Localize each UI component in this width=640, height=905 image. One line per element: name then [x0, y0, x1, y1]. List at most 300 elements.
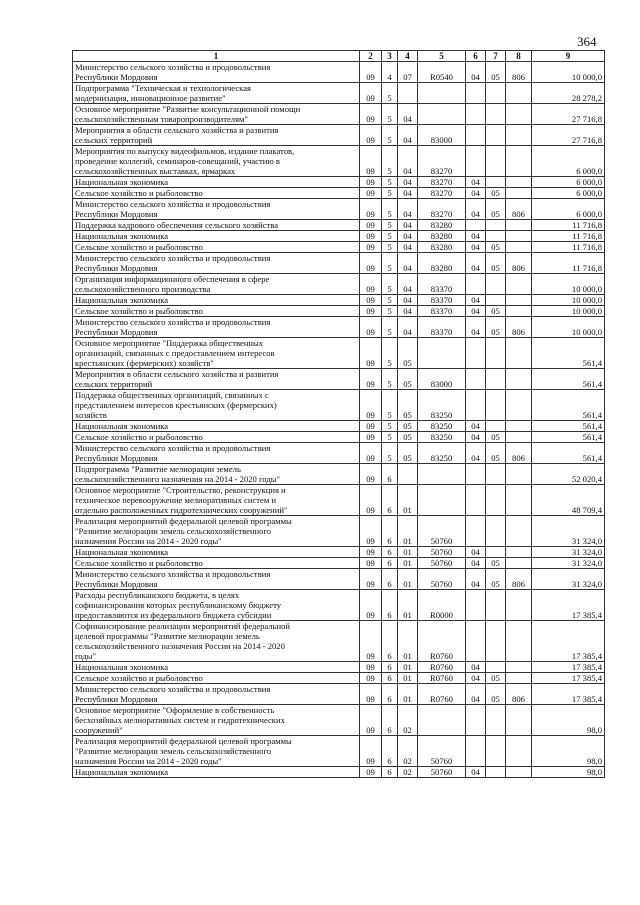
code-col-8	[506, 274, 532, 295]
code-col-7	[486, 621, 506, 662]
code-col-6: 04	[466, 188, 486, 199]
code-col-4: 01	[398, 590, 418, 621]
table-row	[73, 220, 605, 231]
column-header: 6	[466, 51, 486, 62]
column-header: 3	[382, 51, 398, 62]
code-col-4: 04	[398, 274, 418, 295]
table-row	[73, 485, 605, 516]
code-col-7	[486, 338, 506, 369]
code-col-6	[466, 220, 486, 231]
code-col-2: 09	[360, 432, 382, 443]
code-col-8	[506, 464, 532, 485]
table-row	[73, 317, 605, 338]
row-name: Министерство сельского хозяйства и продовольствия Республики Мордовия	[73, 253, 360, 274]
column-header: 2	[360, 51, 382, 62]
table-row	[73, 146, 605, 177]
row-name: Мероприятия по выпуску видеофильмов, издание плакатов, проведение коллегий, семинаров-совещаний, участию в сельскохозяйственных выставках, ярмарках	[73, 146, 360, 177]
code-col-8	[506, 231, 532, 242]
code-col-8: 806	[506, 317, 532, 338]
code-col-2: 09	[360, 569, 382, 590]
table-row	[73, 338, 605, 369]
code-col-6: 04	[466, 662, 486, 673]
code-col-6	[466, 390, 486, 421]
amount-cell: 10 000,0	[532, 62, 605, 83]
code-col-2: 09	[360, 736, 382, 767]
code-col-7	[486, 736, 506, 767]
code-col-7	[486, 83, 506, 104]
code-col-7	[486, 125, 506, 146]
table-row	[73, 558, 605, 569]
code-col-5: 83280	[418, 231, 466, 242]
code-col-7	[486, 146, 506, 177]
row-name: Мероприятия в области сельского хозяйства и развития сельских территорий	[73, 125, 360, 146]
code-col-2: 09	[360, 516, 382, 547]
code-col-5	[418, 338, 466, 369]
table-row	[73, 464, 605, 485]
code-col-3: 6	[382, 464, 398, 485]
amount-cell: 17 385,4	[532, 590, 605, 621]
row-name: Национальная экономика	[73, 662, 360, 673]
table-row	[73, 516, 605, 547]
code-col-8	[506, 705, 532, 736]
code-col-8	[506, 485, 532, 516]
row-name: Реализация мероприятий федеральной целевой программы "Развитие мелиорации земель сельскохозяйственного назначения России на 2014 - 2020 годы"	[73, 516, 360, 547]
code-col-3: 5	[382, 188, 398, 199]
code-col-6	[466, 369, 486, 390]
amount-cell: 6 000,0	[532, 146, 605, 177]
code-col-7: 05	[486, 188, 506, 199]
code-col-6	[466, 485, 486, 516]
code-col-6: 04	[466, 242, 486, 253]
code-col-2: 09	[360, 464, 382, 485]
code-col-8	[506, 295, 532, 306]
code-col-5: 83280	[418, 242, 466, 253]
code-col-6: 04	[466, 547, 486, 558]
code-col-2: 09	[360, 558, 382, 569]
code-col-6: 04	[466, 443, 486, 464]
column-header: 5	[418, 51, 466, 62]
table-row	[73, 621, 605, 662]
code-col-4: 04	[398, 306, 418, 317]
code-col-6: 04	[466, 253, 486, 274]
code-col-5: 83000	[418, 369, 466, 390]
row-name: Реализация мероприятий федеральной целевой программы "Развитие мелиорации земель сельскохозяйственного назначения России на 2014 - 2020 годы"	[73, 736, 360, 767]
code-col-2: 09	[360, 590, 382, 621]
code-col-2: 09	[360, 231, 382, 242]
table-row	[73, 673, 605, 684]
code-col-8	[506, 220, 532, 231]
code-col-7	[486, 485, 506, 516]
row-name: Национальная экономика	[73, 295, 360, 306]
code-col-4: 05	[398, 338, 418, 369]
code-col-3: 6	[382, 485, 398, 516]
code-col-8	[506, 306, 532, 317]
table-row	[73, 253, 605, 274]
code-col-6	[466, 274, 486, 295]
code-col-5: 83270	[418, 177, 466, 188]
table-row	[73, 705, 605, 736]
code-col-2: 09	[360, 662, 382, 673]
amount-cell: 6 000,0	[532, 177, 605, 188]
code-col-2: 09	[360, 104, 382, 125]
code-col-5: R0760	[418, 684, 466, 705]
table-row	[73, 369, 605, 390]
code-col-3: 4	[382, 62, 398, 83]
table-row	[73, 188, 605, 199]
code-col-3: 5	[382, 104, 398, 125]
code-col-4: 05	[398, 432, 418, 443]
code-col-4: 04	[398, 188, 418, 199]
code-col-7	[486, 767, 506, 778]
code-col-2: 09	[360, 317, 382, 338]
code-col-8	[506, 242, 532, 253]
code-col-7: 05	[486, 62, 506, 83]
code-col-7	[486, 295, 506, 306]
row-name: Министерство сельского хозяйства и продовольствия Республики Мордовия	[73, 684, 360, 705]
code-col-2: 09	[360, 274, 382, 295]
amount-cell: 11 716,8	[532, 220, 605, 231]
code-col-5: 83000	[418, 125, 466, 146]
amount-cell: 561,4	[532, 421, 605, 432]
amount-cell: 561,4	[532, 369, 605, 390]
amount-cell: 52 020,4	[532, 464, 605, 485]
code-col-2: 09	[360, 177, 382, 188]
code-col-6: 04	[466, 62, 486, 83]
code-col-4: 01	[398, 516, 418, 547]
amount-cell: 6 000,0	[532, 199, 605, 220]
code-col-3: 5	[382, 83, 398, 104]
code-col-4	[398, 83, 418, 104]
code-col-3: 6	[382, 736, 398, 767]
code-col-2: 09	[360, 146, 382, 177]
code-col-4: 04	[398, 253, 418, 274]
amount-cell: 31 324,0	[532, 569, 605, 590]
code-col-5: 83280	[418, 253, 466, 274]
row-name: Национальная экономика	[73, 231, 360, 242]
code-col-3: 6	[382, 684, 398, 705]
amount-cell: 10 000,0	[532, 317, 605, 338]
table-row	[73, 125, 605, 146]
code-col-5: 50760	[418, 569, 466, 590]
code-col-5: 50760	[418, 558, 466, 569]
code-col-5	[418, 464, 466, 485]
code-col-3: 5	[382, 177, 398, 188]
code-col-6: 04	[466, 432, 486, 443]
row-name: Национальная экономика	[73, 177, 360, 188]
code-col-4: 04	[398, 199, 418, 220]
code-col-8	[506, 177, 532, 188]
amount-cell: 27 716,8	[532, 125, 605, 146]
code-col-5: 50760	[418, 767, 466, 778]
code-col-6	[466, 736, 486, 767]
row-name: Основное мероприятие "Оформление в собственность бесхозяйных мелиоративных систем и гидротехнических сооружений"	[73, 705, 360, 736]
code-col-8	[506, 104, 532, 125]
code-col-4: 05	[398, 390, 418, 421]
code-col-7	[486, 705, 506, 736]
row-name: Сельское хозяйство и рыболовство	[73, 673, 360, 684]
code-col-8	[506, 547, 532, 558]
code-col-7	[486, 516, 506, 547]
table-row	[73, 104, 605, 125]
code-col-3: 5	[382, 432, 398, 443]
code-col-2: 09	[360, 242, 382, 253]
code-col-2: 09	[360, 125, 382, 146]
code-col-5	[418, 705, 466, 736]
code-col-5: 83250	[418, 443, 466, 464]
code-col-2: 09	[360, 443, 382, 464]
code-col-5: 83370	[418, 317, 466, 338]
code-col-8	[506, 125, 532, 146]
code-col-8	[506, 83, 532, 104]
code-col-2: 09	[360, 199, 382, 220]
amount-cell: 31 324,0	[532, 547, 605, 558]
code-col-4: 01	[398, 547, 418, 558]
code-col-4: 04	[398, 242, 418, 253]
code-col-6: 04	[466, 767, 486, 778]
code-col-8: 806	[506, 199, 532, 220]
amount-cell: 10 000,0	[532, 306, 605, 317]
table-row	[73, 83, 605, 104]
code-col-5: R0760	[418, 673, 466, 684]
code-col-5: R0760	[418, 621, 466, 662]
column-header: 4	[398, 51, 418, 62]
code-col-6: 04	[466, 421, 486, 432]
code-col-3: 5	[382, 199, 398, 220]
code-col-6: 04	[466, 317, 486, 338]
row-name: Подпрограмма "Развитие мелиорации земель сельскохозяйственного назначения на 2014 - 2020 годы"	[73, 464, 360, 485]
code-col-5: 83270	[418, 199, 466, 220]
code-col-2: 09	[360, 684, 382, 705]
amount-cell: 11 716,8	[532, 242, 605, 253]
amount-cell: 17 385,4	[532, 673, 605, 684]
table-row	[73, 767, 605, 778]
code-col-4: 05	[398, 421, 418, 432]
row-name: Министерство сельского хозяйства и продовольствия Республики Мордовия	[73, 443, 360, 464]
code-col-5: 83370	[418, 306, 466, 317]
amount-cell: 28 278,2	[532, 83, 605, 104]
row-name: Сельское хозяйство и рыболовство	[73, 188, 360, 199]
code-col-6: 04	[466, 306, 486, 317]
code-col-5: 83250	[418, 421, 466, 432]
table-row	[73, 662, 605, 673]
code-col-3: 5	[382, 295, 398, 306]
table-row	[73, 231, 605, 242]
code-col-6	[466, 464, 486, 485]
code-col-3: 5	[382, 390, 398, 421]
amount-cell: 17 385,4	[532, 621, 605, 662]
amount-cell: 98,0	[532, 705, 605, 736]
amount-cell: 10 000,0	[532, 295, 605, 306]
code-col-7: 05	[486, 443, 506, 464]
code-col-4: 01	[398, 673, 418, 684]
code-col-3: 6	[382, 569, 398, 590]
code-col-5: 50760	[418, 736, 466, 767]
code-col-4: 01	[398, 662, 418, 673]
code-col-5: 83250	[418, 432, 466, 443]
code-col-2: 09	[360, 253, 382, 274]
code-col-8	[506, 432, 532, 443]
code-col-8	[506, 736, 532, 767]
code-col-2: 09	[360, 621, 382, 662]
code-col-3: 6	[382, 673, 398, 684]
table-row	[73, 684, 605, 705]
code-col-8: 806	[506, 443, 532, 464]
code-col-8: 806	[506, 684, 532, 705]
code-col-3: 5	[382, 369, 398, 390]
code-col-7: 05	[486, 673, 506, 684]
table-row	[73, 569, 605, 590]
code-col-6	[466, 516, 486, 547]
code-col-7: 05	[486, 253, 506, 274]
code-col-8	[506, 369, 532, 390]
table-row	[73, 62, 605, 83]
row-name: Основное мероприятие "Развитие консультационной помощи сельскохозяйственным товаропроизводителям"	[73, 104, 360, 125]
amount-cell: 6 000,0	[532, 188, 605, 199]
code-col-5	[418, 104, 466, 125]
code-col-6	[466, 705, 486, 736]
code-col-7	[486, 662, 506, 673]
amount-cell: 561,4	[532, 443, 605, 464]
amount-cell: 31 324,0	[532, 558, 605, 569]
code-col-3: 6	[382, 516, 398, 547]
code-col-2: 09	[360, 547, 382, 558]
table-row	[73, 199, 605, 220]
code-col-3: 6	[382, 547, 398, 558]
code-col-6	[466, 125, 486, 146]
code-col-3: 5	[382, 220, 398, 231]
code-col-6: 04	[466, 673, 486, 684]
table-row	[73, 432, 605, 443]
code-col-5: R0540	[418, 62, 466, 83]
row-name: Сельское хозяйство и рыболовство	[73, 306, 360, 317]
code-col-4	[398, 464, 418, 485]
code-col-5: R0760	[418, 662, 466, 673]
code-col-8: 806	[506, 253, 532, 274]
code-col-3: 5	[382, 317, 398, 338]
code-col-7	[486, 177, 506, 188]
code-col-4: 01	[398, 569, 418, 590]
table-row	[73, 242, 605, 253]
row-name: Министерство сельского хозяйства и продовольствия Республики Мордовия	[73, 62, 360, 83]
code-col-3: 6	[382, 705, 398, 736]
table-row	[73, 736, 605, 767]
code-col-5: R0000	[418, 590, 466, 621]
code-col-5: 83280	[418, 220, 466, 231]
code-col-7	[486, 274, 506, 295]
amount-cell: 98,0	[532, 767, 605, 778]
code-col-4: 01	[398, 621, 418, 662]
code-col-5: 83370	[418, 295, 466, 306]
code-col-8: 806	[506, 62, 532, 83]
code-col-3: 6	[382, 590, 398, 621]
row-name: Основное мероприятие "Поддержка общественных организаций, связанных с предоставлением интересов крестьянских (фермерских) хозяйств"	[73, 338, 360, 369]
code-col-5: 83270	[418, 146, 466, 177]
code-col-7	[486, 390, 506, 421]
code-col-4: 04	[398, 220, 418, 231]
code-col-8	[506, 621, 532, 662]
amount-cell: 27 716,8	[532, 104, 605, 125]
code-col-8	[506, 146, 532, 177]
code-col-4: 01	[398, 558, 418, 569]
code-col-6	[466, 621, 486, 662]
amount-cell: 561,4	[532, 432, 605, 443]
code-col-2: 09	[360, 220, 382, 231]
code-col-6: 04	[466, 199, 486, 220]
table-row	[73, 295, 605, 306]
row-name: Министерство сельского хозяйства и продовольствия Республики Мордовия	[73, 317, 360, 338]
row-name: Поддержка общественных организаций, связанных с представлением интересов крестьянских (фермерских) хозяйств	[73, 390, 360, 421]
column-header: 8	[506, 51, 532, 62]
code-col-4: 05	[398, 443, 418, 464]
row-name: Софинансирование реализации мероприятий федеральной целевой программы "Развитие мелиорации земель сельскохозяйственного назначения России на 2014 - 2020 годы"	[73, 621, 360, 662]
amount-cell: 17 385,4	[532, 662, 605, 673]
code-col-7	[486, 231, 506, 242]
row-name: Подпрограмма "Техническая и технологическая модернизация, инновационное развитие"	[73, 83, 360, 104]
code-col-3: 5	[382, 242, 398, 253]
code-col-4: 04	[398, 177, 418, 188]
table-row	[73, 590, 605, 621]
column-header: 9	[532, 51, 605, 62]
code-col-4: 02	[398, 736, 418, 767]
code-col-7	[486, 464, 506, 485]
code-col-3: 5	[382, 306, 398, 317]
code-col-6: 04	[466, 177, 486, 188]
code-col-8	[506, 558, 532, 569]
code-col-7: 05	[486, 317, 506, 338]
code-col-6: 04	[466, 295, 486, 306]
code-col-4: 04	[398, 295, 418, 306]
code-col-6	[466, 146, 486, 177]
amount-cell: 10 000,0	[532, 274, 605, 295]
row-name: Основное мероприятие "Строительство, реконструкция и техническое перевооружение мелиоративных систем и отдельно расположенных гидротехнических сооружений"	[73, 485, 360, 516]
row-name: Сельское хозяйство и рыболовство	[73, 242, 360, 253]
code-col-3: 5	[382, 443, 398, 464]
code-col-2: 09	[360, 83, 382, 104]
code-col-4: 01	[398, 684, 418, 705]
code-col-6: 04	[466, 558, 486, 569]
code-col-6	[466, 590, 486, 621]
code-col-3: 6	[382, 621, 398, 662]
code-col-4: 05	[398, 369, 418, 390]
code-col-2: 09	[360, 306, 382, 317]
code-col-3: 6	[382, 767, 398, 778]
code-col-4: 04	[398, 317, 418, 338]
table-row	[73, 306, 605, 317]
code-col-4: 02	[398, 705, 418, 736]
code-col-5	[418, 83, 466, 104]
row-name: Расходы республиканского бюджета, в целях софинансирования которых республиканскому бюджету предоставляются из федерального бюджета субсидии	[73, 590, 360, 621]
table-row	[73, 547, 605, 558]
code-col-3: 5	[382, 338, 398, 369]
code-col-7: 05	[486, 569, 506, 590]
column-header: 1	[73, 51, 360, 62]
code-col-2: 09	[360, 421, 382, 432]
row-name: Национальная экономика	[73, 767, 360, 778]
code-col-3: 5	[382, 253, 398, 274]
code-col-4: 04	[398, 231, 418, 242]
code-col-7: 05	[486, 684, 506, 705]
code-col-4: 04	[398, 104, 418, 125]
code-col-3: 5	[382, 125, 398, 146]
code-col-7	[486, 220, 506, 231]
row-name: Поддержка кадрового обеспечения сельского хозяйства	[73, 220, 360, 231]
code-col-7: 05	[486, 558, 506, 569]
code-col-3: 5	[382, 146, 398, 177]
row-name: Сельское хозяйство и рыболовство	[73, 432, 360, 443]
amount-cell: 31 324,0	[532, 516, 605, 547]
table-row	[73, 390, 605, 421]
row-name: Министерство сельского хозяйства и продовольствия Республики Мордовия	[73, 569, 360, 590]
